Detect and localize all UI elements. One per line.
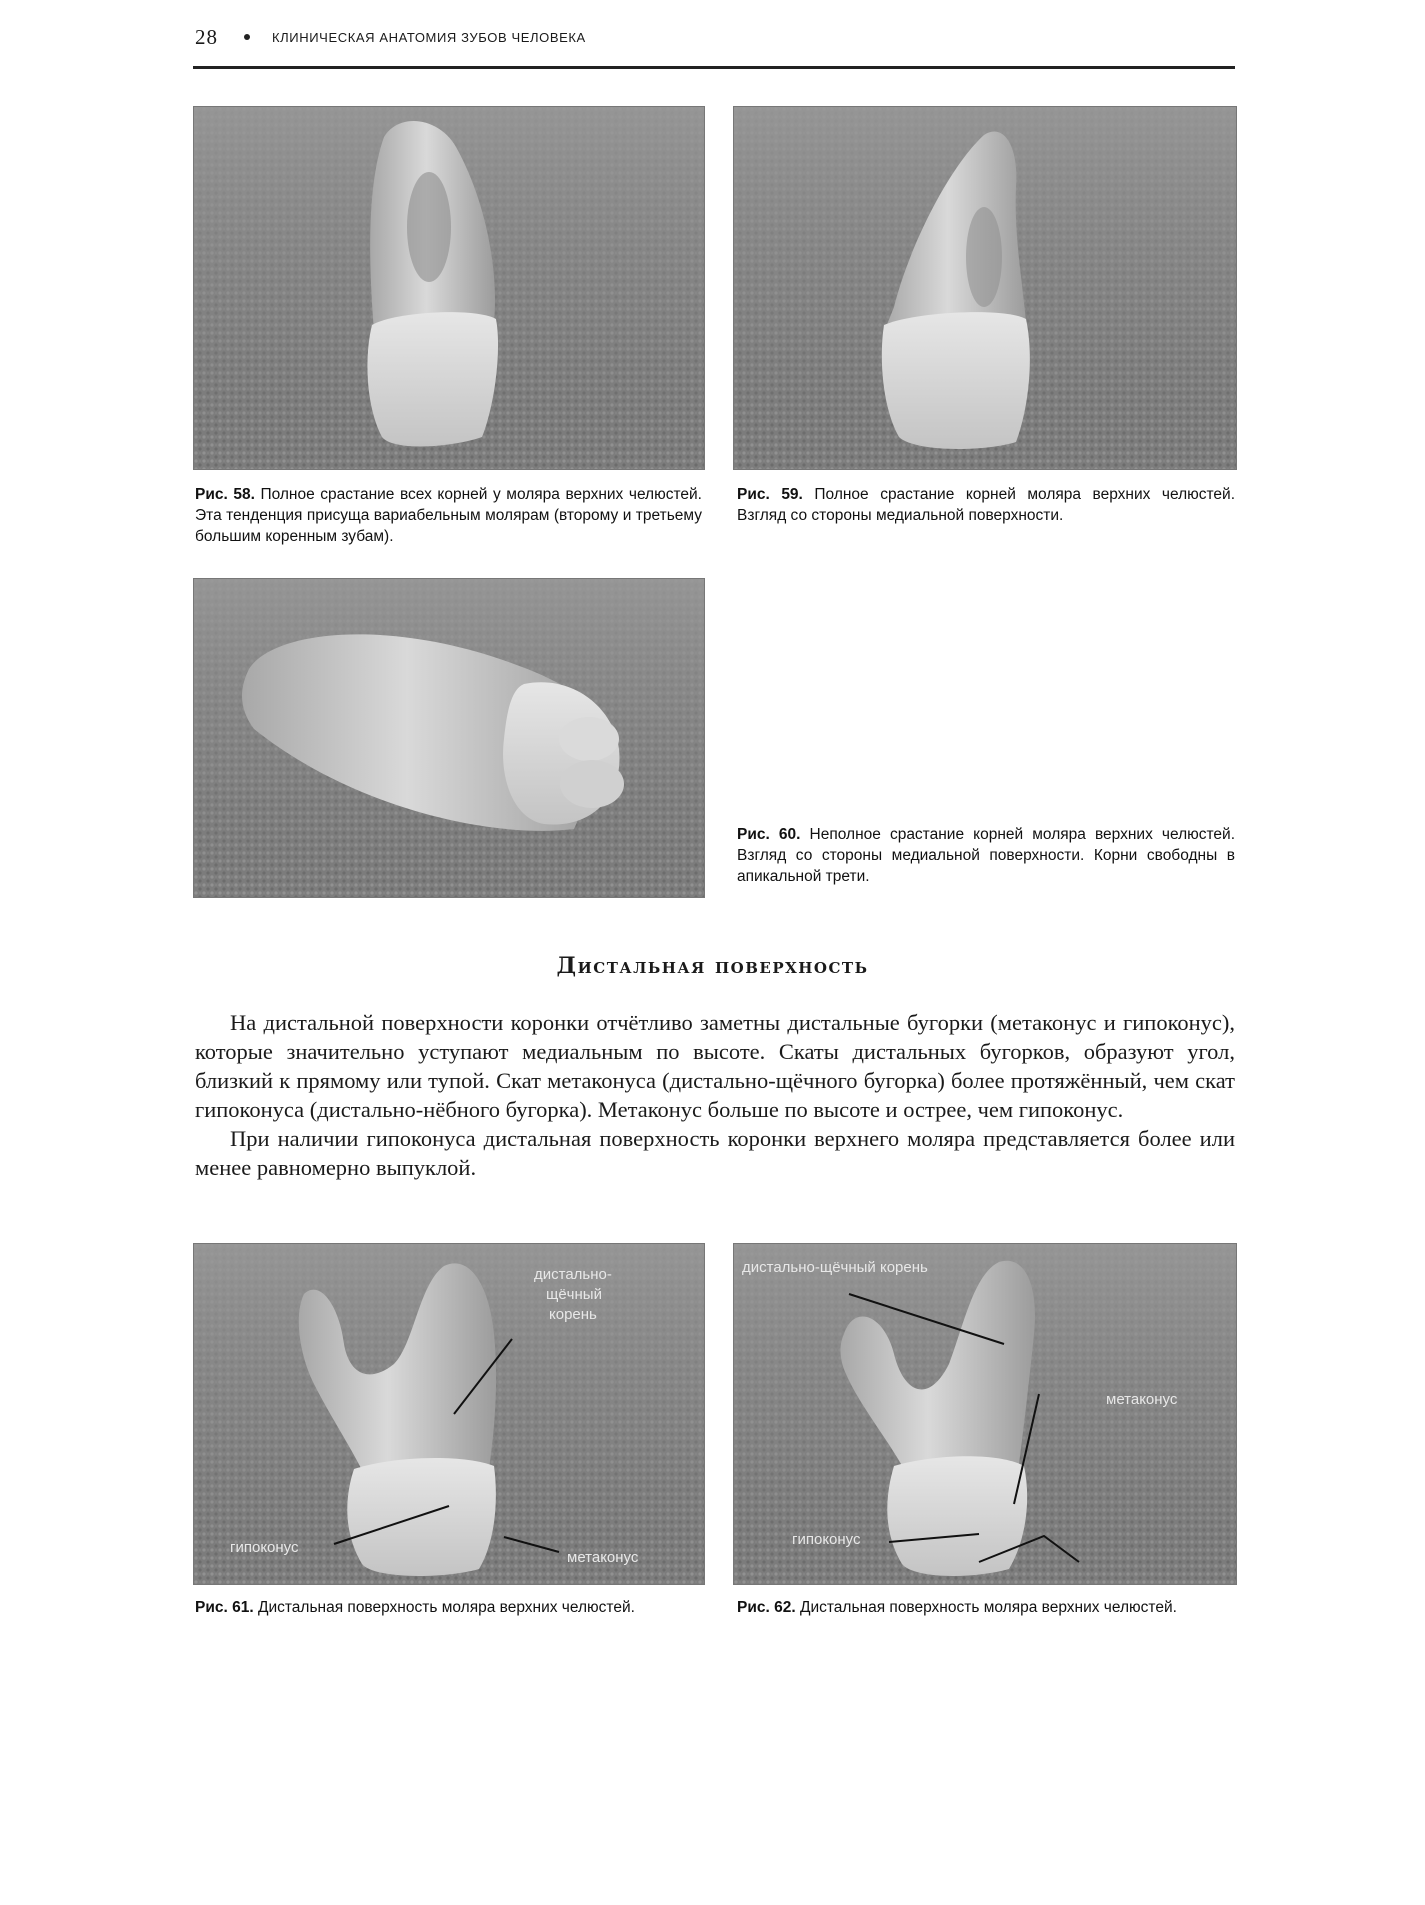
bullet-separator xyxy=(244,34,250,40)
figure-59-label: Рис. 59. xyxy=(737,486,803,503)
fig61-label-root-1: дистально- xyxy=(534,1266,612,1283)
figure-58-label: Рис. 58. xyxy=(195,486,255,503)
fig61-label-root-2: щёчный xyxy=(546,1286,602,1303)
figure-62-photo xyxy=(733,1243,1237,1585)
fig61-label-metacone: метаконус xyxy=(567,1549,639,1566)
fig62-label-hypocone: гипоконус xyxy=(792,1531,861,1548)
figure-62-text: Дистальная поверхность моляра верхних челюстей. xyxy=(799,1599,1177,1616)
page-number: 28 xyxy=(195,24,218,49)
fig62-label-root: дистально-щёчный корень xyxy=(742,1259,928,1276)
figure-60-label: Рис. 60. xyxy=(737,826,801,843)
figure-59-photo xyxy=(733,106,1237,470)
body-text xyxy=(195,1008,1235,1182)
figure-60-photo xyxy=(193,578,705,898)
paragraph: При наличии гипоконуса дистальная поверхность коронки верхнего моляра представляется более или менее равномерно выпуклой. xyxy=(195,1126,1235,1180)
figure-62-caption xyxy=(737,1597,1235,1618)
figure-59-text: Полное срастание корней моляра верхних челюстей. Взгляд со стороны медиальной поверхности. xyxy=(737,486,1236,524)
figure-60-caption xyxy=(737,824,1235,887)
figure-58-photo xyxy=(193,106,705,470)
fig61-label-hypocone: гипоконус xyxy=(230,1539,299,1556)
figure-62-label: Рис. 62. xyxy=(737,1599,796,1616)
header-rule xyxy=(193,66,1235,69)
fig62-label-metacone: метаконус xyxy=(1106,1391,1178,1408)
book-title: КЛИНИЧЕСКАЯ АНАТОМИЯ ЗУБОВ ЧЕЛОВЕКА xyxy=(272,29,586,45)
section-heading: Дистальная поверхность xyxy=(556,953,869,979)
paragraph: На дистальной поверхности коронки отчётливо заметны дистальные бугорки (метаконус и гипоконус), которые значительно уступают медиальным по высоте. Скаты дистальных бугорков, образуют угол, близкий к прямому или тупой. Скат метаконуса (дистально-щёчного бугорка) более протяжённый, чем скат гипоконуса (дистально-нёбного бугорка). Метаконус больше по высоте и острее, чем гипоконус. xyxy=(195,1010,1235,1122)
figure-61-caption xyxy=(195,1597,705,1618)
figure-60-text: Неполное срастание корней моляра верхних челюстей. Взгляд со стороны медиальной поверхности. Корни свободны в апикальной трети. xyxy=(737,826,1236,885)
figure-58-text: Полное срастание всех корней у моляра верхних челюстей. Эта тенденция присуща вариабельным молярам (второму и третьему большим коренным зубам). xyxy=(195,486,702,545)
figure-58-caption xyxy=(195,484,702,547)
running-head xyxy=(195,22,586,52)
figure-61-text: Дистальная поверхность моляра верхних челюстей. xyxy=(257,1599,635,1616)
fig61-label-root-3: корень xyxy=(549,1306,597,1323)
figure-59-caption xyxy=(737,484,1235,526)
figure-61-label: Рис. 61. xyxy=(195,1599,254,1616)
figure-61-photo xyxy=(193,1243,705,1585)
